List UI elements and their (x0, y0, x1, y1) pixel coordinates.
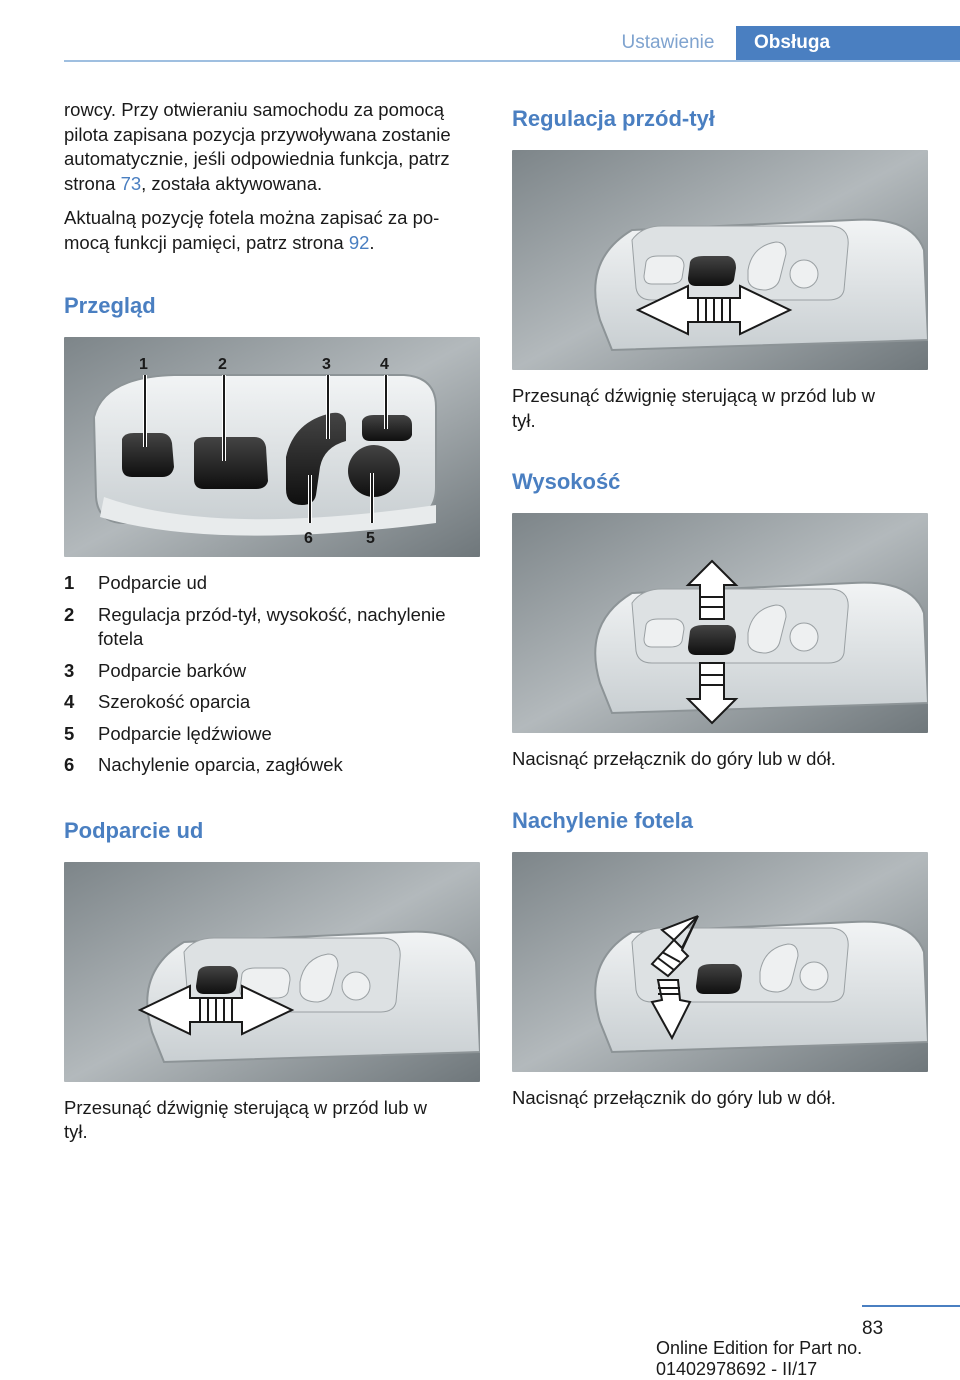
legend-number: 1 (64, 572, 75, 593)
legend-label: Podparcie barków (98, 659, 247, 681)
fore-aft-heading: Regulacja przód-tył (512, 106, 715, 131)
legend-number: 2 (64, 603, 75, 625)
legend-number: 6 (64, 754, 75, 775)
tilt-text: Nacisnąć przełącznik do góry lub w dół. (512, 1086, 836, 1108)
legend-label: Szerokość oparcia (98, 691, 251, 712)
fore-aft-image (512, 150, 928, 370)
legend-item (64, 659, 480, 684)
thigh-support-heading: Podparcie ud (64, 817, 204, 843)
height-text: Nacisnąć przełącznik do góry lub w dół. (512, 748, 836, 769)
legend-item (64, 603, 480, 652)
footer-edition: Online Edition for Part no. 01402978692 - II/17 (656, 1338, 863, 1379)
legend-item (64, 753, 480, 778)
header-section-tab[interactable]: Ustawienie (621, 32, 715, 53)
intro-text: Aktualną pozycję fotela można zapisać za po‐mocą funkcji pamięci, patrz strona (64, 207, 440, 253)
legend-label: Podparcie lędźwiowe (98, 722, 272, 744)
callout-5: 5 (366, 530, 375, 547)
page-link-92[interactable]: 92 (348, 231, 370, 253)
legend-label: Nachylenie oparcia, zagłówek (98, 754, 343, 775)
legend-number: 4 (64, 691, 75, 712)
height-heading: Wysokość (512, 469, 621, 494)
callout-4: 4 (380, 356, 389, 373)
legend-label: Regulacja przód-tył, wysokość, nachylenie fotela (98, 603, 446, 649)
intro-text: rowcy. Przy otwieraniu samochodu za pomocą pilota zapisana pozycja przywoływana zostanie automatycznie, jeśli odpowiednia funkcja, patrz strona (64, 99, 451, 194)
legend-number: 3 (64, 659, 75, 681)
thigh-support-text: Przesunąć dźwignię sterującą w przód lub w tył. (64, 1096, 427, 1142)
page-number: 83 (862, 1318, 884, 1339)
header-chapter-tab[interactable]: Obsługa (736, 26, 960, 62)
legend-number: 5 (64, 722, 75, 744)
header-rule (64, 60, 960, 62)
right-column (512, 96, 928, 1110)
intro-text: , została aktywowana. (141, 172, 323, 194)
tilt-image (512, 852, 928, 1072)
callout-2: 2 (218, 356, 227, 373)
callout-3: 3 (322, 356, 331, 373)
legend-item (64, 690, 480, 715)
overview-legend (64, 571, 480, 778)
callout-6: 6 (304, 530, 313, 547)
legend-item (64, 571, 480, 596)
fore-aft-text: Przesunąć dźwignię sterującą w przód lub w tył. (512, 385, 875, 431)
left-column (64, 96, 480, 1145)
legend-item (64, 722, 480, 747)
height-image (512, 513, 928, 733)
overview-heading: Przegląd (64, 293, 156, 318)
callout-1: 1 (139, 356, 148, 373)
footer-rule (862, 1305, 960, 1307)
page-link-73[interactable]: 73 (120, 172, 142, 194)
intro-paragraph-2 (64, 206, 480, 255)
tilt-heading: Nachylenie fotela (512, 807, 693, 833)
seat-controls-overview-image (64, 337, 480, 557)
thigh-support-image (64, 862, 480, 1082)
legend-label: Podparcie ud (98, 572, 208, 593)
intro-paragraph-1 (64, 98, 480, 196)
intro-text: . (369, 231, 375, 253)
